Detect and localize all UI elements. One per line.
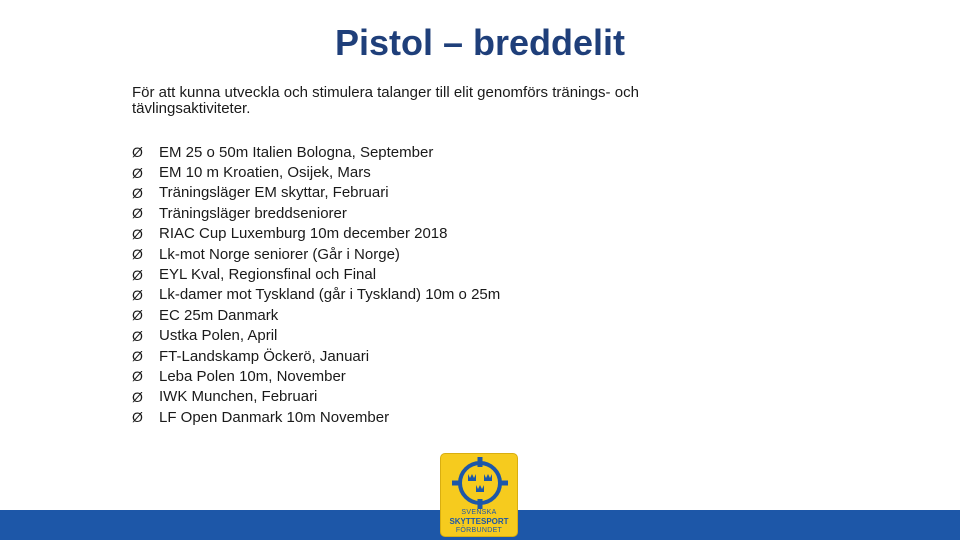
list-item bbox=[132, 162, 500, 182]
list-item bbox=[132, 305, 500, 325]
list-item-text: LF Open Danmark 10m November bbox=[159, 408, 390, 426]
list-item-text: Ustka Polen, April bbox=[159, 327, 278, 345]
list-item bbox=[132, 264, 500, 284]
logo-text-line2: SKYTTESPORT bbox=[449, 517, 509, 526]
arrow-bullet-icon: Ø bbox=[132, 368, 143, 385]
arrow-bullet-icon: Ø bbox=[132, 164, 143, 181]
list-item bbox=[132, 346, 500, 366]
arrow-bullet-icon: Ø bbox=[132, 348, 143, 365]
list-item-text: Träningsläger breddseniorer bbox=[159, 204, 347, 222]
intro-text: För att kunna utveckla och stimulera talanger till elit genomförs tränings- och tävlingsaktiviteter. bbox=[132, 84, 639, 117]
slide-title: Pistol – breddelit bbox=[334, 22, 626, 63]
arrow-bullet-icon: Ø bbox=[132, 307, 143, 324]
arrow-bullet-icon: Ø bbox=[132, 286, 143, 303]
event-list bbox=[132, 142, 500, 427]
list-item-text: EYL Kval, Regionsfinal och Final bbox=[159, 266, 377, 284]
list-item-text: Lk-mot Norge seniorer (Går i Norge) bbox=[159, 245, 400, 263]
list-item bbox=[132, 326, 500, 346]
list-item bbox=[132, 407, 500, 427]
list-item-text: EM 10 m Kroatien, Osijek, Mars bbox=[159, 164, 371, 182]
list-item bbox=[132, 366, 500, 386]
arrow-bullet-icon: Ø bbox=[132, 388, 143, 405]
list-item-text: Lk-damer mot Tyskland (går i Tyskland) 10m o 25m bbox=[159, 286, 501, 304]
arrow-bullet-icon: Ø bbox=[132, 266, 143, 283]
arrow-bullet-icon: Ø bbox=[132, 327, 143, 344]
list-item bbox=[132, 387, 500, 407]
logo-text-line1: SVENSKA bbox=[461, 509, 497, 516]
list-item bbox=[132, 142, 500, 162]
arrow-bullet-icon: Ø bbox=[132, 409, 143, 426]
svenska-skyttesport-logo bbox=[440, 453, 518, 537]
arrow-bullet-icon: Ø bbox=[132, 205, 143, 222]
arrow-bullet-icon: Ø bbox=[132, 225, 143, 242]
list-item bbox=[132, 183, 500, 203]
list-item bbox=[132, 224, 500, 244]
arrow-bullet-icon: Ø bbox=[132, 246, 143, 263]
list-item-text: Leba Polen 10m, November bbox=[159, 367, 346, 385]
list-item-text: EC 25m Danmark bbox=[159, 306, 279, 324]
list-item-text: EM 25 o 50m Italien Bologna, September bbox=[159, 143, 434, 161]
list-item-text: FT-Landskamp Öckerö, Januari bbox=[159, 347, 370, 365]
logo-text-line3: FÖRBUNDET bbox=[455, 527, 503, 534]
list-item-text: Träningsläger EM skyttar, Februari bbox=[159, 184, 389, 202]
list-item bbox=[132, 203, 500, 223]
list-item-text: IWK Munchen, Februari bbox=[159, 388, 318, 406]
arrow-bullet-icon: Ø bbox=[132, 184, 143, 201]
arrow-bullet-icon: Ø bbox=[132, 144, 143, 161]
list-item bbox=[132, 285, 500, 305]
list-item-text: RIAC Cup Luxemburg 10m december 2018 bbox=[159, 225, 448, 243]
crosshair-three-crowns-icon bbox=[450, 457, 510, 509]
list-item bbox=[132, 244, 500, 264]
